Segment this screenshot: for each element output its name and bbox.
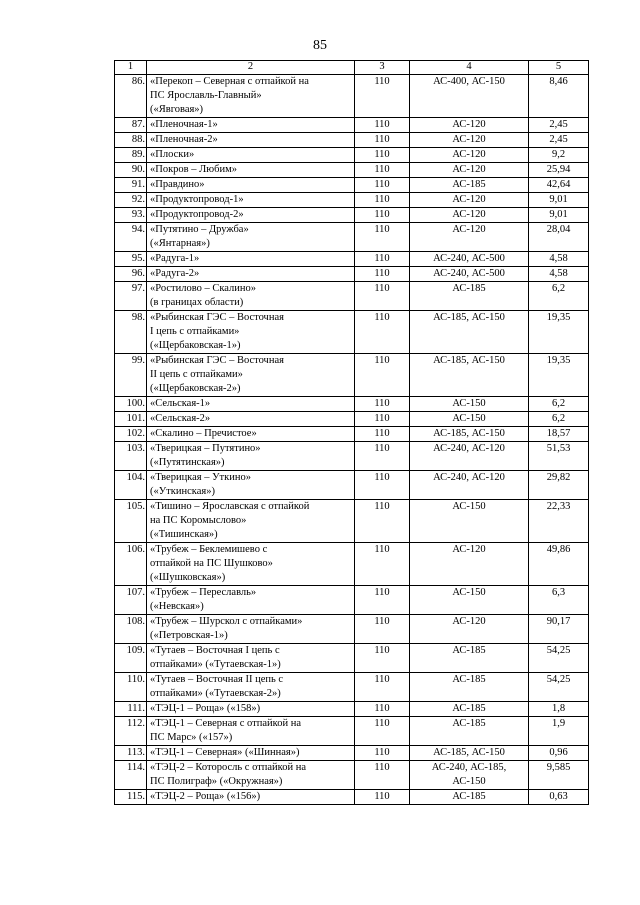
line-name: «Путятино – Дружба» («Янтарная») — [147, 223, 355, 252]
voltage-value: 110 — [355, 442, 410, 471]
table-row — [115, 471, 589, 500]
wire-type: АС-150 — [410, 412, 529, 427]
line-name: «Радуга-2» — [147, 267, 355, 282]
column-header-3: 3 — [355, 61, 410, 75]
line-length: 90,17 — [529, 615, 589, 644]
voltage-value: 110 — [355, 282, 410, 311]
row-number: 88. — [115, 133, 147, 148]
row-number: 101. — [115, 412, 147, 427]
line-name: «ТЭЦ-1 – Роща» («158») — [147, 702, 355, 717]
row-number: 86. — [115, 75, 147, 118]
table-row — [115, 208, 589, 223]
voltage-value: 110 — [355, 702, 410, 717]
row-number: 94. — [115, 223, 147, 252]
row-number: 99. — [115, 354, 147, 397]
wire-type: АС-185, АС-150 — [410, 311, 529, 354]
table-row — [115, 311, 589, 354]
line-length: 51,53 — [529, 442, 589, 471]
column-header-5: 5 — [529, 61, 589, 75]
line-name: «ТЭЦ-1 – Северная с отпайкой на ПС Марс» («157») — [147, 717, 355, 746]
table-row — [115, 282, 589, 311]
line-name: «Перекоп – Северная с отпайкой на ПС Ярославль-Главный» («Явговая») — [147, 75, 355, 118]
table-row — [115, 615, 589, 644]
wire-type: АС-240, АС-500 — [410, 252, 529, 267]
line-length: 19,35 — [529, 354, 589, 397]
table-row — [115, 543, 589, 586]
wire-type: АС-185 — [410, 673, 529, 702]
voltage-value: 110 — [355, 717, 410, 746]
wire-type: АС-150 — [410, 500, 529, 543]
line-name: «ТЭЦ-1 – Северная» («Шинная») — [147, 746, 355, 761]
row-number: 103. — [115, 442, 147, 471]
wire-type: АС-185 — [410, 282, 529, 311]
line-length: 49,86 — [529, 543, 589, 586]
line-name: «Покров – Любим» — [147, 163, 355, 178]
row-number: 114. — [115, 761, 147, 790]
table-row — [115, 790, 589, 805]
line-length: 6,2 — [529, 397, 589, 412]
line-name: «Рыбинская ГЭС – Восточная II цепь с отпайками» («Щербаковская-2») — [147, 354, 355, 397]
line-name: «Правдино» — [147, 178, 355, 193]
line-name: «Сельская-1» — [147, 397, 355, 412]
wire-type: АС-240, АС-500 — [410, 267, 529, 282]
voltage-value: 110 — [355, 790, 410, 805]
voltage-value: 110 — [355, 208, 410, 223]
column-header-2: 2 — [147, 61, 355, 75]
line-length: 18,57 — [529, 427, 589, 442]
wire-type: АС-120 — [410, 193, 529, 208]
wire-type: АС-185, АС-150 — [410, 427, 529, 442]
table-row — [115, 702, 589, 717]
voltage-value: 110 — [355, 644, 410, 673]
line-name: «Трубеж – Шурскол с отпайками» («Петровская-1») — [147, 615, 355, 644]
wire-type: АС-150 — [410, 586, 529, 615]
voltage-value: 110 — [355, 163, 410, 178]
line-length: 54,25 — [529, 673, 589, 702]
voltage-value: 110 — [355, 397, 410, 412]
voltage-value: 110 — [355, 223, 410, 252]
row-number: 112. — [115, 717, 147, 746]
line-name: «Тутаев – Восточная II цепь с отпайками» («Тутаевская-2») — [147, 673, 355, 702]
line-length: 2,45 — [529, 118, 589, 133]
row-number: 89. — [115, 148, 147, 163]
table-row — [115, 267, 589, 282]
table-header-row — [115, 61, 589, 75]
column-header-4: 4 — [410, 61, 529, 75]
wire-type: АС-240, АС-185, АС-150 — [410, 761, 529, 790]
line-name: «Рыбинская ГЭС – Восточная I цепь с отпайками» («Щербаковская-1») — [147, 311, 355, 354]
wire-type: АС-150 — [410, 397, 529, 412]
line-name: «Плоски» — [147, 148, 355, 163]
line-length: 54,25 — [529, 644, 589, 673]
wire-type: АС-185 — [410, 717, 529, 746]
row-number: 95. — [115, 252, 147, 267]
voltage-value: 110 — [355, 471, 410, 500]
row-number: 115. — [115, 790, 147, 805]
line-name: «Пленочная-2» — [147, 133, 355, 148]
voltage-value: 110 — [355, 412, 410, 427]
voltage-value: 110 — [355, 746, 410, 761]
voltage-value: 110 — [355, 252, 410, 267]
line-length: 2,45 — [529, 133, 589, 148]
table-row — [115, 118, 589, 133]
wire-type: АС-120 — [410, 133, 529, 148]
line-length: 9,585 — [529, 761, 589, 790]
row-number: 105. — [115, 500, 147, 543]
line-name: «Сельская-2» — [147, 412, 355, 427]
line-name: «Ростилово – Скалино» (в границах области) — [147, 282, 355, 311]
voltage-value: 110 — [355, 543, 410, 586]
voltage-value: 110 — [355, 148, 410, 163]
line-name: «ТЭЦ-2 – Роща» («156») — [147, 790, 355, 805]
line-length: 22,33 — [529, 500, 589, 543]
row-number: 109. — [115, 644, 147, 673]
row-number: 98. — [115, 311, 147, 354]
line-name: «Тверицкая – Уткино» («Уткинская») — [147, 471, 355, 500]
line-length: 28,04 — [529, 223, 589, 252]
table-row — [115, 761, 589, 790]
line-length: 25,94 — [529, 163, 589, 178]
table-row — [115, 223, 589, 252]
voltage-value: 110 — [355, 500, 410, 543]
line-name: «Тишино – Ярославская с отпайкой на ПС Коромыслово» («Тишинская») — [147, 500, 355, 543]
power-lines-table — [114, 60, 589, 805]
wire-type: АС-120 — [410, 148, 529, 163]
table-row — [115, 673, 589, 702]
voltage-value: 110 — [355, 615, 410, 644]
wire-type: АС-240, АС-120 — [410, 471, 529, 500]
row-number: 108. — [115, 615, 147, 644]
row-number: 102. — [115, 427, 147, 442]
line-name: «Трубеж – Беклемишево с отпайкой на ПС Шушково» («Шушковская») — [147, 543, 355, 586]
line-name: «ТЭЦ-2 – Которосль с отпайкой на ПС Полиграф» («Окружная») — [147, 761, 355, 790]
row-number: 91. — [115, 178, 147, 193]
line-length: 42,64 — [529, 178, 589, 193]
wire-type: АС-185, АС-150 — [410, 354, 529, 397]
row-number: 97. — [115, 282, 147, 311]
voltage-value: 110 — [355, 761, 410, 790]
line-length: 6,3 — [529, 586, 589, 615]
table-row — [115, 397, 589, 412]
table-row — [115, 644, 589, 673]
wire-type: АС-185, АС-150 — [410, 746, 529, 761]
row-number: 107. — [115, 586, 147, 615]
voltage-value: 110 — [355, 673, 410, 702]
table-row — [115, 746, 589, 761]
line-name: «Пленочная-1» — [147, 118, 355, 133]
line-length: 9,2 — [529, 148, 589, 163]
line-name: «Радуга-1» — [147, 252, 355, 267]
line-length: 4,58 — [529, 252, 589, 267]
table-row — [115, 500, 589, 543]
line-name: «Продуктопровод-2» — [147, 208, 355, 223]
voltage-value: 110 — [355, 133, 410, 148]
line-length: 9,01 — [529, 193, 589, 208]
table-row — [115, 412, 589, 427]
line-name: «Продуктопровод-1» — [147, 193, 355, 208]
voltage-value: 110 — [355, 586, 410, 615]
wire-type: АС-240, АС-120 — [410, 442, 529, 471]
voltage-value: 110 — [355, 118, 410, 133]
row-number: 96. — [115, 267, 147, 282]
row-number: 110. — [115, 673, 147, 702]
wire-type: АС-120 — [410, 163, 529, 178]
line-length: 19,35 — [529, 311, 589, 354]
voltage-value: 110 — [355, 178, 410, 193]
wire-type: АС-185 — [410, 644, 529, 673]
table-row — [115, 717, 589, 746]
wire-type: АС-120 — [410, 223, 529, 252]
row-number: 111. — [115, 702, 147, 717]
wire-type: АС-185 — [410, 790, 529, 805]
table-row — [115, 427, 589, 442]
row-number: 87. — [115, 118, 147, 133]
table-body — [115, 75, 589, 805]
table-row — [115, 586, 589, 615]
table-row — [115, 163, 589, 178]
line-length: 6,2 — [529, 282, 589, 311]
wire-type: АС-120 — [410, 615, 529, 644]
line-name: «Скалино – Пречистое» — [147, 427, 355, 442]
line-length: 0,96 — [529, 746, 589, 761]
line-length: 6,2 — [529, 412, 589, 427]
line-length: 1,8 — [529, 702, 589, 717]
row-number: 106. — [115, 543, 147, 586]
line-name: «Трубеж – Переславль» («Невская») — [147, 586, 355, 615]
table-row — [115, 133, 589, 148]
line-length: 4,58 — [529, 267, 589, 282]
voltage-value: 110 — [355, 267, 410, 282]
line-length: 0,63 — [529, 790, 589, 805]
voltage-value: 110 — [355, 193, 410, 208]
page-number: 85 — [313, 38, 327, 53]
wire-type: АС-120 — [410, 543, 529, 586]
table-row — [115, 354, 589, 397]
wire-type: АС-120 — [410, 118, 529, 133]
wire-type: АС-185 — [410, 702, 529, 717]
wire-type: АС-400, АС-150 — [410, 75, 529, 118]
table-row — [115, 442, 589, 471]
table-row — [115, 193, 589, 208]
line-length: 29,82 — [529, 471, 589, 500]
row-number: 104. — [115, 471, 147, 500]
voltage-value: 110 — [355, 75, 410, 118]
table-row — [115, 148, 589, 163]
line-length: 8,46 — [529, 75, 589, 118]
voltage-value: 110 — [355, 354, 410, 397]
row-number: 90. — [115, 163, 147, 178]
row-number: 100. — [115, 397, 147, 412]
voltage-value: 110 — [355, 311, 410, 354]
line-name: «Тутаев – Восточная I цепь с отпайками» («Тутаевская-1») — [147, 644, 355, 673]
table-row — [115, 178, 589, 193]
table-row — [115, 252, 589, 267]
row-number: 93. — [115, 208, 147, 223]
line-length: 9,01 — [529, 208, 589, 223]
column-header-1: 1 — [115, 61, 147, 75]
line-name: «Тверицкая – Путятино» («Путятинская») — [147, 442, 355, 471]
wire-type: АС-120 — [410, 208, 529, 223]
wire-type: АС-185 — [410, 178, 529, 193]
row-number: 92. — [115, 193, 147, 208]
table-row — [115, 75, 589, 118]
line-length: 1,9 — [529, 717, 589, 746]
row-number: 113. — [115, 746, 147, 761]
voltage-value: 110 — [355, 427, 410, 442]
